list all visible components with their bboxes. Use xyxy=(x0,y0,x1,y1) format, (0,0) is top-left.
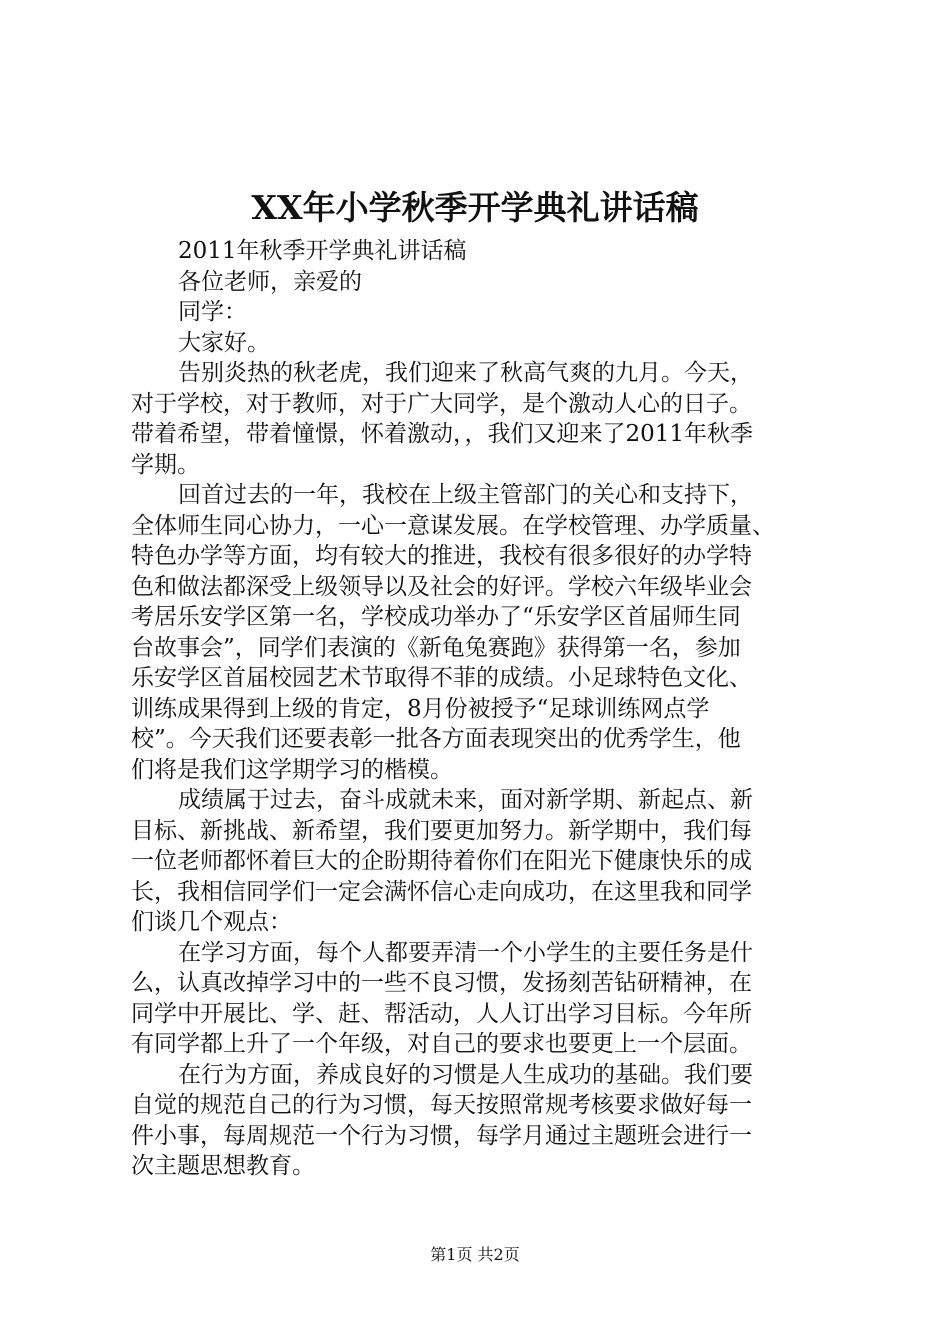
text-line: 么，认真改掉学习中的一些不良习惯，发扬刻苦钻研精神，在 xyxy=(131,970,752,996)
text-line: 台故事会”，同学们表演的《新龟兔赛跑》获得第一名，参加 xyxy=(131,634,741,661)
page-footer: 第1页 共2页 xyxy=(430,1245,520,1264)
text-line: 全体师生同心协力，一心一意谋发展。在学校管理、办学质量、 xyxy=(131,512,775,539)
text-line: 回首过去的一年，我校在上级主管部门的关心和支持下， xyxy=(178,482,753,508)
text-line: 2011年秋季开学典礼讲话稿 xyxy=(178,238,467,264)
text-line: 训练成果得到上级的肯定，8月份被授予“足球训练网点学 xyxy=(131,695,710,722)
document-title: XX年小学秋季开学典礼讲话稿 xyxy=(251,188,699,227)
text-line: 对于学校，对于教师，对于广大同学，是个激动人心的日子。 xyxy=(131,390,752,417)
text-line: 次主题思想教育。 xyxy=(131,1153,315,1179)
text-line: 长，我相信同学们一定会满怀信心走向成功，在这里我和同学 xyxy=(131,878,752,905)
text-line: 同学中开展比、学、赶、帮活动，人人订出学习目标。今年所 xyxy=(131,1000,752,1027)
text-line: 一位老师都怀着巨大的企盼期待着你们在阳光下健康快乐的成 xyxy=(131,848,752,874)
text-line: 们谈几个观点： xyxy=(131,909,292,935)
text-line: 同学： xyxy=(178,299,247,325)
text-line: 在学习方面，每个人都要弄清一个小学生的主要任务是什 xyxy=(178,939,753,966)
text-line: 有同学都上升了一个年级，对自己的要求也要更上一个层面。 xyxy=(131,1031,752,1057)
text-line: 们将是我们这学期学习的楷模。 xyxy=(131,756,453,783)
text-line: 学期。 xyxy=(131,451,200,478)
text-line: 成绩属于过去，奋斗成就未来，面对新学期、新起点、新 xyxy=(178,787,753,813)
text-line: 考居乐安学区第一名，学校成功举办了“乐安学区首届师生同 xyxy=(131,604,741,630)
text-line: 带着希望，带着憧憬，怀着激动，，我们又迎来了2011年秋季 xyxy=(131,421,754,447)
text-line: 特色办学等方面，均有较大的推进，我校有很多很好的办学特 xyxy=(131,543,752,569)
text-line: 大家好。 xyxy=(178,329,270,356)
text-line: 目标、新挑战、新希望，我们要更加努力。新学期中，我们每 xyxy=(131,817,752,844)
text-line: 自觉的规范自己的行为习惯，每天按照常规考核要求做好每一 xyxy=(131,1092,752,1118)
text-line: 各位老师，亲爱的 xyxy=(178,268,362,295)
text-line: 件小事，每周规范一个行为习惯，每学月通过主题班会进行一 xyxy=(131,1122,752,1149)
text-line: 色和做法都深受上级领导以及社会的好评。学校六年级毕业会 xyxy=(131,573,752,600)
document-body xyxy=(131,236,831,1182)
text-line: 校”。今天我们还要表彰一批各方面表现突出的优秀学生，他 xyxy=(131,726,741,752)
text-line: 告别炎热的秋老虎，我们迎来了秋高气爽的九月。今天， xyxy=(178,360,753,386)
text-line: 在行为方面，养成良好的习惯是人生成功的基础。我们要 xyxy=(178,1061,753,1088)
text-line: 乐安学区首届校园艺术节取得不菲的成绩。小足球特色文化、 xyxy=(131,665,752,691)
